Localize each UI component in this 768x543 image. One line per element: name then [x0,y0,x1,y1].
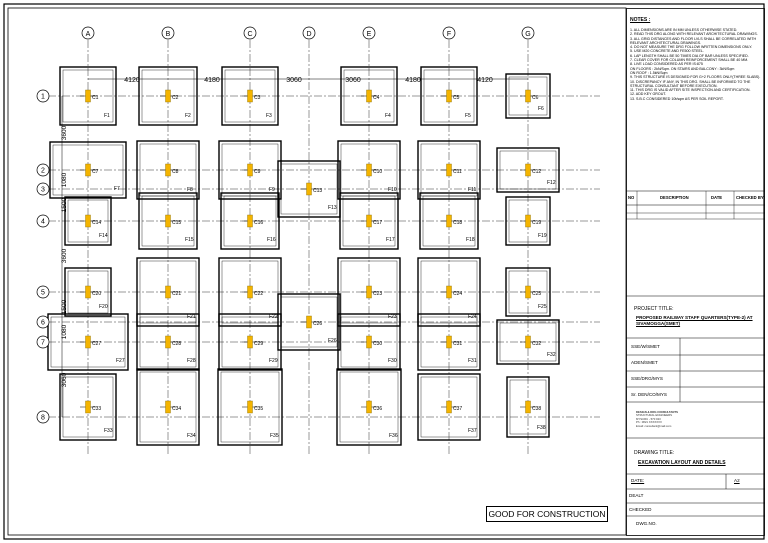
column-label: C22 [254,291,264,297]
grid-label-row: 7 [41,339,45,347]
column-label: C5 [453,95,460,101]
column-marker [86,215,91,227]
footing-label: F24 [468,314,477,320]
note-item: 9. THIS STRUCTURE IS DESIGNED FOR G+2 FLOORS ONLY(THREE SLABS). [630,75,761,80]
dim-text-y: 1500 [61,299,68,315]
column-marker [526,286,531,298]
column-marker [447,164,452,176]
column-marker [86,164,91,176]
column-label: C12 [532,169,542,175]
dim-text-y: 1500 [61,197,68,213]
column-label: C30 [373,341,383,347]
column-marker [166,336,171,348]
dealt-label: DEALT [629,493,644,498]
footing-label: F10 [388,187,397,193]
column-marker [166,90,171,102]
footing-label: F30 [388,358,397,364]
column-label: C4 [373,95,380,101]
footing-label: F35 [270,433,279,439]
column-marker [248,164,253,176]
column-marker [447,90,452,102]
column-marker [248,336,253,348]
column-label: C37 [453,406,463,412]
footing-label: F20 [99,304,108,310]
column-label: C35 [254,406,264,412]
column-label: C29 [254,341,264,347]
column-label: C2 [172,95,179,101]
footing-label: F15 [185,237,194,243]
dim-text-x: 4180 [204,77,220,84]
dim-text-y: 3060 [61,372,68,388]
column-marker [86,90,91,102]
column-label: C10 [373,169,383,175]
column-label: C18 [453,220,463,226]
column-marker [526,336,531,348]
grid-label-row: 4 [41,218,45,226]
column-marker [86,286,91,298]
column-marker [367,286,372,298]
rev-header-no: NO [628,195,635,200]
note-item: 6. LAP LENGTH SHALL BE 50 TIMES DIA OF BAR UNLESS SPECIFIED. [630,53,749,58]
grid-dimensions [61,77,528,417]
column-marker [166,164,171,176]
note-item: 8. LIVE LOAD CONSIDERED AS PER IS:875 [630,62,703,67]
column-label: C24 [453,291,463,297]
footing-label: F26 [328,338,337,344]
grid-label-row: 6 [41,319,45,327]
column-label: C7 [92,169,99,175]
column-marker [248,90,253,102]
grid-label-row: 8 [41,414,45,422]
note-item: 7. CLEAR COVER FOR COLUMN REINFORCEMENT SHALL BE 40 MM. [630,58,749,63]
signatory-sse-drg: SSE/DRG/MYS [631,376,663,381]
column-label: C11 [453,169,462,175]
column-label: C20 [92,291,102,297]
footing-label: F27 [116,358,125,364]
footing-label: F36 [389,433,398,439]
consultant-line: MYSURU - 570 023 [636,416,661,421]
project-title-value: PROPOSED RAILWAY STAFF QUARTERS(TYPE-2) AT SIVAMOGGA(SMET) [636,315,753,326]
grid-label-col: A [85,31,91,38]
column-marker [367,336,372,348]
footing-label: F28 [187,358,196,364]
column-label: C9 [254,169,261,175]
column-marker [526,90,531,102]
footing-label: F29 [269,358,278,364]
rev-header-checked-by: CHECKED BY [736,195,764,200]
column-marker [526,215,531,227]
footing-label: F16 [267,237,276,243]
grid-label-col: E [366,31,372,38]
column-label: C17 [373,220,383,226]
grid-label-col: B [165,31,171,38]
column-marker [367,401,372,413]
column-label: C23 [373,291,383,297]
column-label: C32 [532,341,542,347]
drawing-number-label: DWG.NO. [636,521,657,526]
column-marker [166,286,171,298]
column-marker [248,401,253,413]
footing-label: F32 [547,352,556,358]
note-item: 1. ALL DIMENSIONS ARE IN MM UNLESS OTHERWISE STATED. [630,28,738,32]
dim-text-y: 1080 [61,324,68,340]
column-marker [367,215,372,227]
signatory-sse-w: SSE/W/SMET [631,344,660,349]
grid-lines [48,40,600,455]
footing-label: F14 [99,233,108,239]
dim-text-x: 3060 [286,77,302,84]
footing-label: F13 [328,205,337,211]
column-marker [526,164,531,176]
column-label: C19 [532,220,542,226]
column-marker [307,316,312,328]
column-marker [447,336,452,348]
drawing-area-border [8,8,626,535]
footing-label: F38 [537,425,546,431]
note-item: 13. S.B.C CONSIDERED 10t/sqm AS PER SOIL REPORT. [630,96,724,101]
footing-label: F34 [187,433,196,439]
column-marker [166,401,171,413]
note-item: 3. ALL GRID DISTANCES AND FLOOR LVLS SHALL BE CORRELATED WITH RELEVANT ARCHITECTURAL DRAWINGS. [630,36,757,45]
consultant-line: Ph : 0821 XXXXXXX [636,420,662,425]
note-item: 10. DISCREPANCY IF ANY, IN THIS DRG. SHALL BE INFORMED TO THE STRUCTURAL CONSULTANT BEFORE EXECUTION. [630,79,751,88]
footing-label: F5 [465,113,471,119]
footing-label: F6 [538,106,544,112]
column-marker [447,215,452,227]
grid-label-row: 1 [41,93,45,101]
footing-label: F7 [114,186,120,192]
project-title-label: PROJECT TITLE: [634,306,674,312]
note-item: 4. DO NOT MEASURE THE DRG FOLLOW WRITTEN DIMENSIONS ONLY. [630,45,753,50]
notes-title: NOTES : [630,17,651,23]
column-label: C3 [254,95,261,101]
column-label: C14 [92,220,102,226]
grid-label-col: F [446,31,452,38]
note-item: 12. ADD KEY GROUT. [630,92,667,97]
note-item: 5. USE M20 CONCRETE AND FE500 STEEL. [630,49,704,54]
drawing-title-label: DRAWING TITLE: [634,450,675,456]
column-marker [86,336,91,348]
column-marker [367,90,372,102]
column-label: C36 [373,406,383,412]
footing-label: F17 [386,237,395,243]
title-block [626,8,765,536]
consultant-line: STRUCTURAL ENGINEERS [636,413,672,418]
footing-label: F22 [269,314,278,320]
column-label: C25 [532,291,542,297]
footing-label: F31 [468,358,477,364]
consultant-stamp [636,411,706,428]
footing-label: F8 [187,187,193,193]
grid-label-row: 3 [41,186,45,194]
dim-text-y: 3600 [61,125,68,141]
consultant-line: DESIGN & DRG CONSULTANTS [636,410,679,414]
column-label: C28 [172,341,182,347]
sheet-size: A2 [734,478,740,483]
column-label: C6 [532,95,539,101]
column-label: C15 [172,220,182,226]
column-marker [248,215,253,227]
checked-label: CHECKED [629,507,652,512]
footing-label: F19 [538,233,547,239]
column-marker [86,401,91,413]
dim-text-x: 4120 [124,77,140,84]
column-label: C33 [92,406,102,412]
dim-text-y: 3600 [61,248,68,264]
note-item: ON ROOF : 1.5kN/Sqm [630,70,668,75]
column-label: C27 [92,341,102,347]
grid-label-col: G [525,31,531,38]
column-marker [526,401,531,413]
dim-text-x: 4180 [405,77,421,84]
note-item: ON FLOORS : 2kN/Sqm. ON STAIRS AND BALCONY : 3kN/Sqm [630,66,735,71]
column-label: C1 [92,95,99,101]
grid-label-col: D [306,31,312,38]
footing-label: F11 [468,187,477,193]
footing-label: F12 [547,180,556,186]
column-label: C21 [172,291,182,297]
signatory-sr-den: Sr. DEN/CO/MYS [631,392,667,397]
column-marker [166,215,171,227]
column-marker [447,401,452,413]
column-marker [248,286,253,298]
footing-label: F9 [269,187,275,193]
column-marker [367,164,372,176]
column-label: C38 [532,406,542,412]
date-label: DATE: [631,478,645,483]
column-marker [307,183,312,195]
column-label: C34 [172,406,182,412]
footing-label: F23 [388,314,397,320]
column-label: C31 [453,341,463,347]
footing-label: F18 [466,237,475,243]
footings-layer [48,67,559,445]
dim-text-x: 3060 [345,77,361,84]
footing-label: F3 [266,113,272,119]
notes-list [630,28,762,101]
rev-header-description: DESCRIPTION [660,195,689,200]
dim-text-x: 4120 [477,77,493,84]
column-marker [447,286,452,298]
footing-label: F25 [538,304,547,310]
good-for-construction-stamp: GOOD FOR CONSTRUCTION [486,506,608,522]
column-label: C16 [254,220,264,226]
footing-label: F33 [104,428,113,434]
column-label: C13 [313,188,323,194]
grid-label-row: 5 [41,289,45,297]
column-label: C8 [172,169,179,175]
note-item: 2. READ THIS DRG ALONG WITH RELEVANT ARCHITECTURAL DRAWINGS. [630,32,758,37]
signatory-aden: ADEN/SMET [631,360,658,365]
note-item: 11. THIS DRG IS VALID AFTER SITE INSPECTION AND CERTIFICATION. [630,88,751,93]
dim-text-y: 1080 [61,172,68,188]
footing-label: F21 [187,314,196,320]
column-label: C26 [313,321,323,327]
footing-label: F1 [104,113,110,119]
footing-label: F37 [468,428,477,434]
footing-label: F2 [185,113,191,119]
rev-header-date: DATE [711,195,723,200]
drawing-title-value: EXCAVATION LAYOUT AND DETAILS [638,460,726,466]
grid-label-col: C [247,31,253,38]
consultant-line: Email: consultant@mail.com [636,423,672,428]
grid-label-row: 2 [41,167,45,175]
footing-label: F4 [385,113,391,119]
